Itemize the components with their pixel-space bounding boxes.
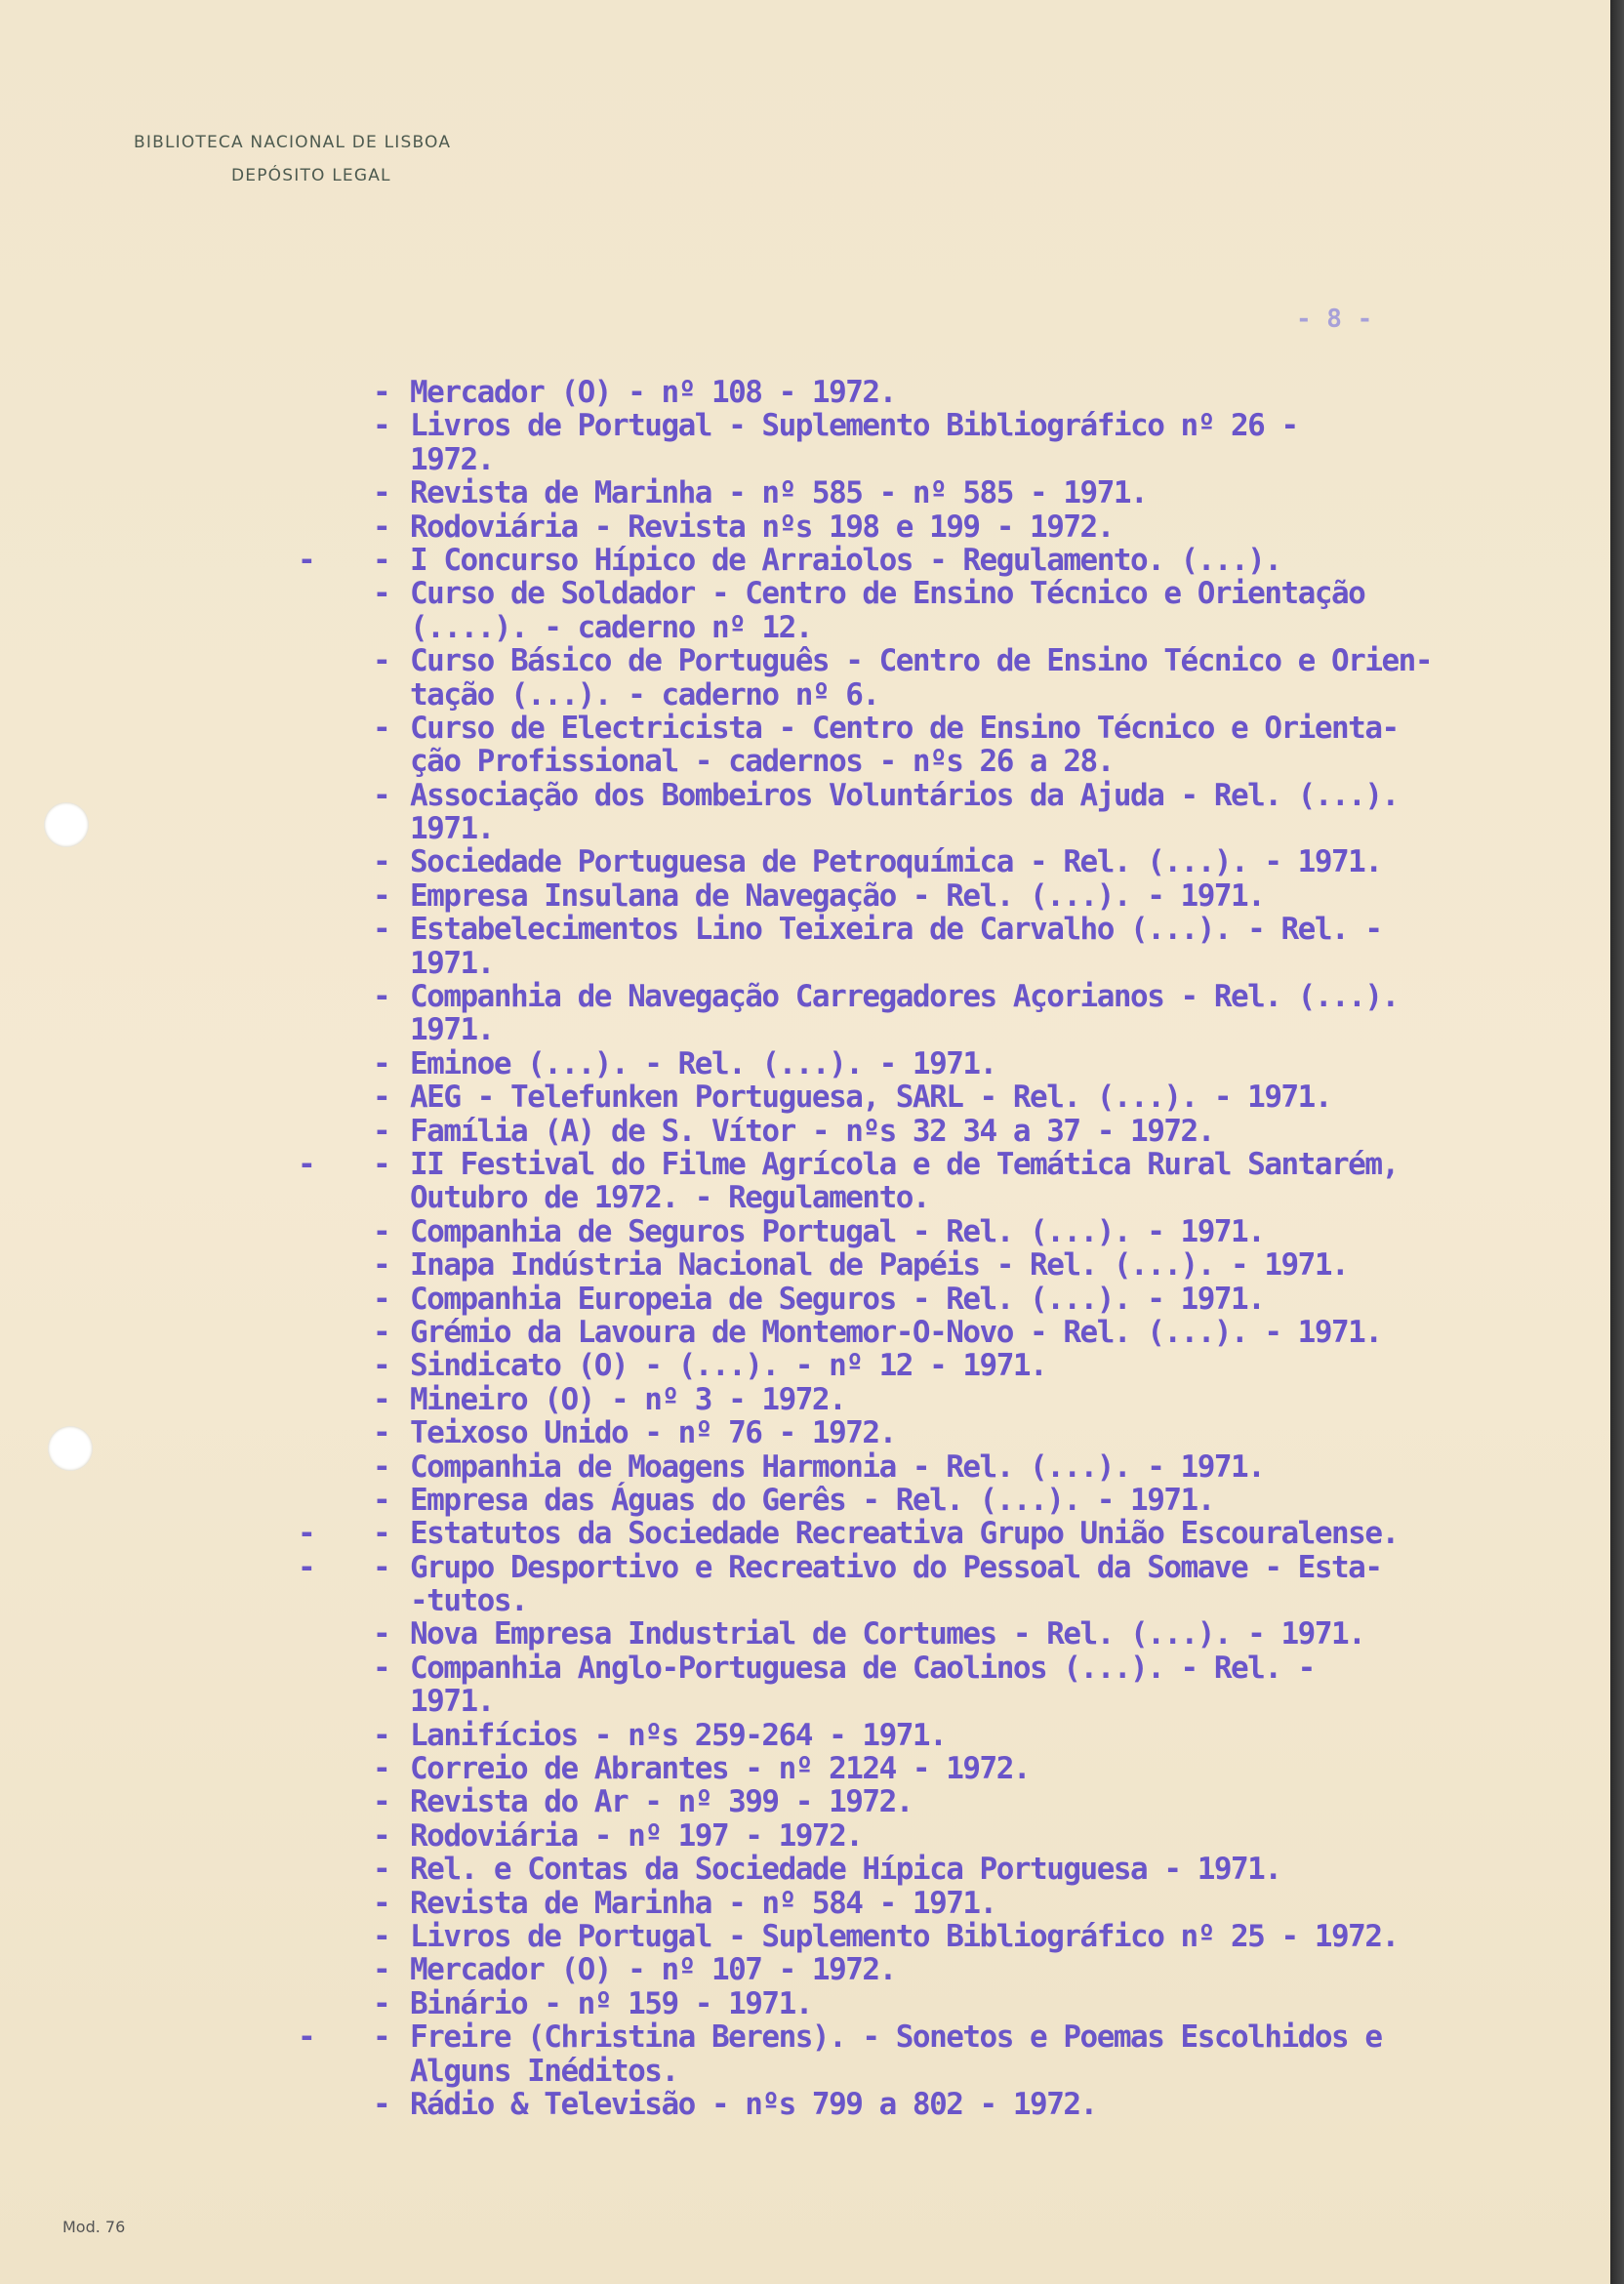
entry-title: Correio de Abrantes - nº 2124 - 1972.	[410, 1751, 1031, 1787]
entry-continuation-text: Alguns Inéditos.	[410, 2053, 678, 2089]
entry-dash: -	[373, 408, 390, 444]
entry-dash: -	[373, 1817, 390, 1854]
entry-dash: -	[373, 1213, 390, 1249]
entry-dash: -	[373, 1314, 390, 1350]
entry-title: I Concurso Hípico de Arraiolos - Regulamento. (...).	[410, 542, 1281, 578]
entry-continuation-text: 1972.	[410, 441, 494, 477]
punch-hole-top	[44, 802, 89, 847]
entry-dash: -	[373, 979, 390, 1015]
entry-title: Lanifícios - nºs 259-264 - 1971.	[410, 1717, 947, 1753]
punch-hole-bottom	[48, 1426, 93, 1471]
entry-title: Companhia de Navegação Carregadores Açorianos - Rel. (...).	[410, 979, 1399, 1015]
entry-title: Sociedade Portuguesa de Petroquímica - Rel. (...). - 1971.	[410, 844, 1382, 880]
entry-title: Mineiro (O) - nº 3 - 1972.	[410, 1381, 846, 1417]
entry-dash: -	[373, 1717, 390, 1753]
entry-title: AEG - Telefunken Portuguesa, SARL - Rel. (...). - 1971.	[410, 1080, 1331, 1116]
entry-dash: -	[373, 1348, 390, 1384]
entry-continuation-text: 1971.	[410, 811, 494, 847]
form-number: Mod. 76	[62, 2218, 126, 2236]
header-library-name: BIBLIOTECA NACIONAL DE LISBOA	[134, 133, 452, 152]
entry-title: Livros de Portugal - Suplemento Bibliográfico nº 26 -	[410, 408, 1298, 444]
entry-dash: -	[373, 1985, 390, 2021]
entry-dash: -	[373, 576, 390, 612]
library-header	[134, 133, 451, 185]
entry-dash: -	[373, 1784, 390, 1820]
page-number: - 8 -	[1296, 305, 1373, 334]
entry-dash: -	[373, 710, 390, 746]
entry-dash: -	[373, 2086, 390, 2122]
entry-dash: -	[373, 912, 390, 948]
entry-dash: -	[373, 1415, 390, 1451]
entry-title: Associação dos Bombeiros Voluntários da Ajuda - Rel. (...).	[410, 777, 1399, 813]
entry-dash: -	[373, 375, 390, 410]
entry-continuation-text: (....). - caderno nº 12.	[410, 609, 812, 645]
entry-dash: -	[373, 1281, 390, 1317]
entry-dash: -	[373, 475, 390, 511]
entry-dash: -	[373, 1852, 390, 1888]
entry-title: Revista do Ar - nº 399 - 1972.	[410, 1784, 913, 1820]
entry-dash: -	[373, 1516, 390, 1552]
entry-dash: -	[373, 777, 390, 813]
entry-title: Companhia Anglo-Portuguesa de Caolinos (...). - Rel. -	[410, 1650, 1315, 1686]
entry-title: Curso de Soldador - Centro de Ensino Técnico e Orientação	[410, 576, 1365, 612]
entry-title: Companhia de Moagens Harmonia - Rel. (...). - 1971.	[410, 1448, 1265, 1485]
entry-title: Grémio da Lavoura de Montemor-O-Novo - Rel. (...). - 1971.	[410, 1314, 1382, 1350]
entry-title: Eminoe (...). - Rel. (...). - 1971.	[410, 1045, 996, 1081]
entry-title: Companhia Europeia de Seguros - Rel. (...). - 1971.	[410, 1281, 1265, 1317]
entry-dash: -	[373, 509, 390, 545]
entry-title: Sindicato (O) - (...). - nº 12 - 1971.	[410, 1348, 1047, 1384]
entry-title: Mercador (O) - nº 107 - 1972.	[410, 1952, 896, 1988]
entry-title: Curso de Electricista - Centro de Ensino Técnico e Orienta-	[410, 710, 1399, 746]
entry-title: Rodoviária - Revista nºs 198 e 199 - 1972.	[410, 509, 1114, 545]
page-edge-shadow	[1610, 0, 1624, 2284]
entry-dash: -	[373, 1113, 390, 1149]
entry-dash: -	[373, 1885, 390, 1921]
entry-title: Companhia de Seguros Portugal - Rel. (...). - 1971.	[410, 1213, 1265, 1249]
entry-dash: -	[373, 1045, 390, 1081]
entry-title: Empresa das Águas do Gerês - Rel. (...). - 1971.	[410, 1482, 1214, 1518]
entry-dash: -	[373, 1381, 390, 1417]
entry-dash: -	[373, 1482, 390, 1518]
entry-title: Rel. e Contas da Sociedade Hípica Portuguesa - 1971.	[410, 1852, 1281, 1888]
entry-continuation-text: ção Profissional - cadernos - nºs 26 a 28.	[410, 744, 1114, 780]
entry-continuation-text: 1971.	[410, 1012, 494, 1048]
entry-dash: -	[373, 1918, 390, 1954]
entry-title: Revista de Marinha - nº 585 - nº 585 - 1971.	[410, 475, 1148, 511]
classification-dash: -	[298, 1516, 315, 1552]
entry-dash: -	[373, 1448, 390, 1485]
entry-continuation-text: 1971.	[410, 1684, 494, 1720]
entry-title: Binário - nº 159 - 1971.	[410, 1985, 812, 2021]
entry-title: Rádio & Televisão - nºs 799 a 802 - 1972.	[410, 2086, 1097, 2122]
classification-dash: -	[298, 1549, 315, 1585]
entry-continuation-text: tação (...). - caderno nº 6.	[410, 676, 879, 713]
entry-title: Nova Empresa Industrial de Cortumes - Rel. (...). - 1971.	[410, 1616, 1365, 1652]
classification-dash: -	[298, 1146, 315, 1182]
entry-dash: -	[373, 1616, 390, 1652]
entry-title: II Festival do Filme Agrícola e de Temática Rural Santarém,	[410, 1146, 1399, 1182]
entry-dash: -	[373, 877, 390, 914]
entry-title: Teixoso Unido - nº 76 - 1972.	[410, 1415, 896, 1451]
entry-continuation-text: -tutos.	[410, 1583, 528, 1619]
classification-dash: -	[298, 542, 315, 578]
entry-title: Estabelecimentos Lino Teixeira de Carvalho (...). - Rel. -	[410, 912, 1382, 948]
entry-dash: -	[373, 1080, 390, 1116]
entry-dash: -	[373, 2019, 390, 2056]
entry-title: Empresa Insulana de Navegação - Rel. (...). - 1971.	[410, 877, 1265, 914]
entry-dash: -	[373, 844, 390, 880]
entry-dash: -	[373, 1549, 390, 1585]
entry-dash: -	[373, 1146, 390, 1182]
entry-title: Inapa Indústria Nacional de Papéis - Rel. (...). - 1971.	[410, 1247, 1349, 1284]
entry-continuation-text: Outubro de 1972. - Regulamento.	[410, 1180, 930, 1216]
entry-title: Mercador (O) - nº 108 - 1972.	[410, 375, 896, 410]
entry-dash: -	[373, 542, 390, 578]
entry-continuation-text: 1971.	[410, 945, 494, 981]
entry-title: Grupo Desportivo e Recreativo do Pessoal da Somave - Esta-	[410, 1549, 1382, 1585]
entry-title: Curso Básico de Português - Centro de Ensino Técnico e Orien-	[410, 643, 1432, 679]
entry-dash: -	[373, 1751, 390, 1787]
entry-title: Rodoviária - nº 197 - 1972.	[410, 1817, 863, 1854]
entry-title: Família (A) de S. Vítor - nºs 32 34 a 37 - 1972.	[410, 1113, 1214, 1149]
entry-dash: -	[373, 1952, 390, 1988]
entry-dash: -	[373, 643, 390, 679]
header-department: DEPÓSITO LEGAL	[231, 166, 391, 185]
entry-title: Livros de Portugal - Suplemento Bibliográfico nº 25 - 1972.	[410, 1918, 1399, 1954]
entry-title: Estatutos da Sociedade Recreativa Grupo União Escouralense.	[410, 1516, 1399, 1552]
entry-title: Revista de Marinha - nº 584 - 1971.	[410, 1885, 996, 1921]
entry-title: Freire (Christina Berens). - Sonetos e Poemas Escolhidos e	[410, 2019, 1382, 2056]
classification-dash: -	[298, 2019, 315, 2056]
entry-dash: -	[373, 1650, 390, 1686]
entry-dash: -	[373, 1247, 390, 1284]
